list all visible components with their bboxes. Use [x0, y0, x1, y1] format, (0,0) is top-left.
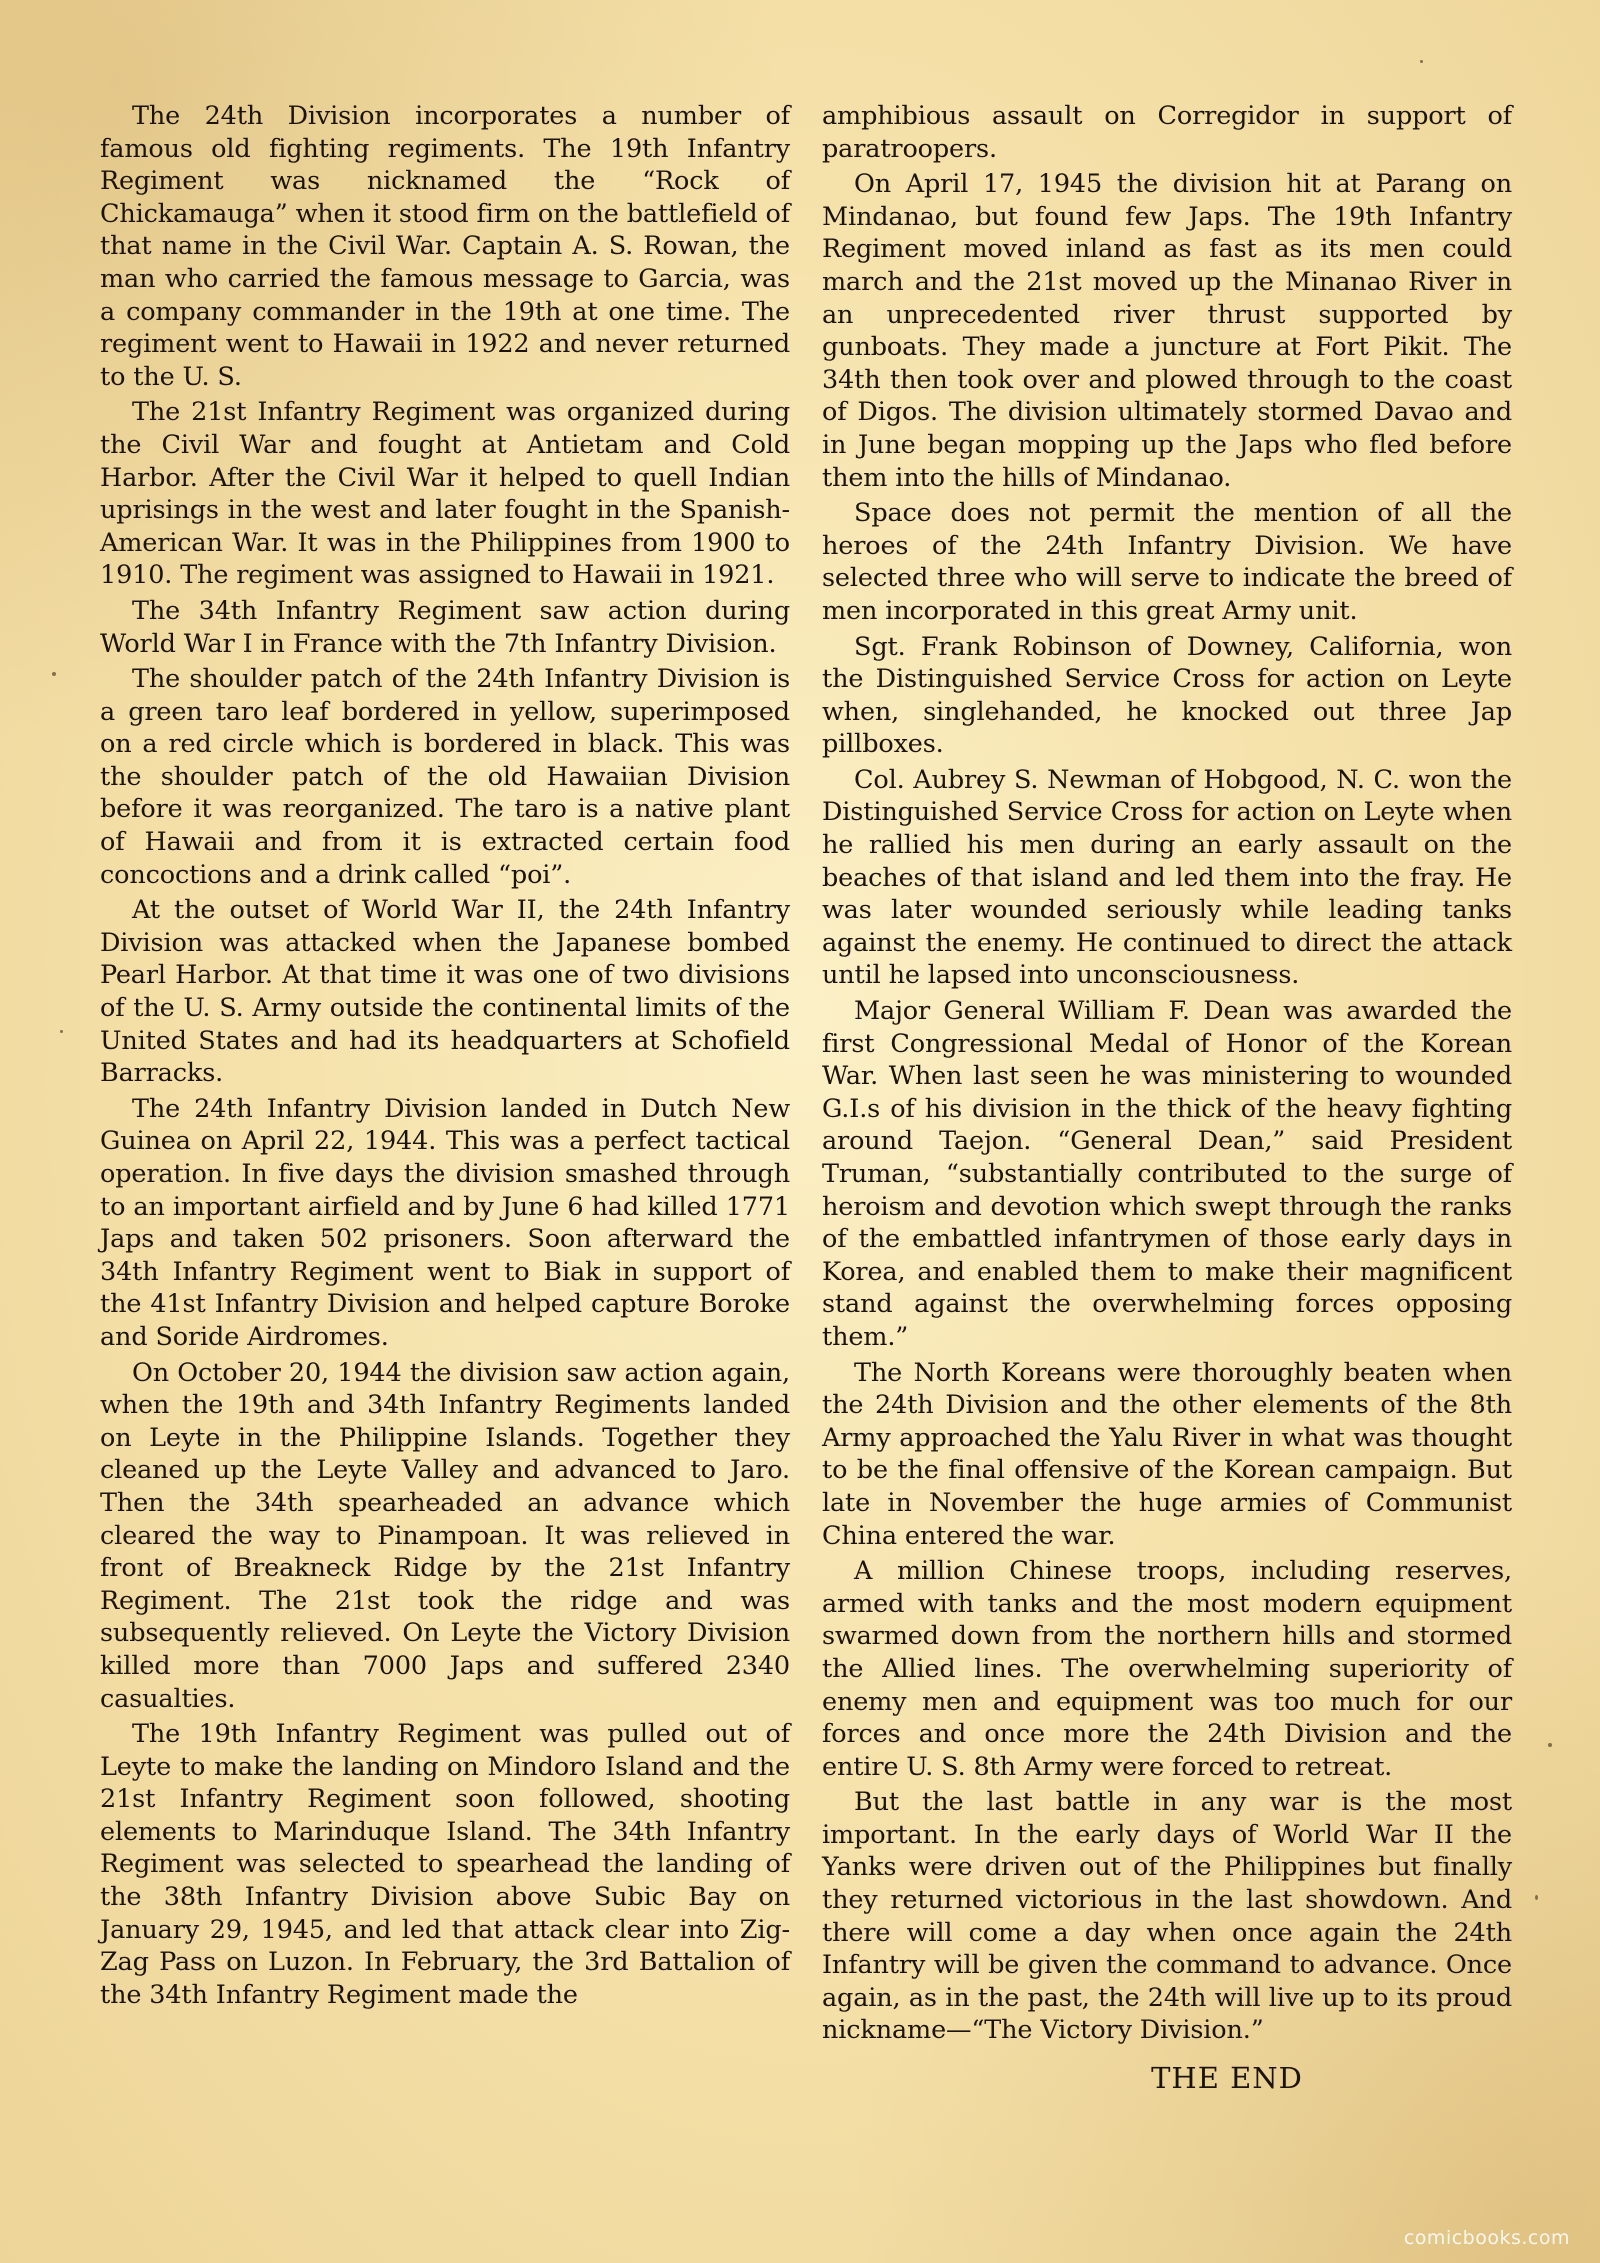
- paragraph-chinese-troops: A million Chinese troops, including reserves, armed with tanks and the most modern equipment swarmed down from the northern hills and stormed the Allied lines. The overwhelming superiority of enemy men and equipment was too much for our forces and once more the 24th Division and the entire U. S. 8th Army were forced to retreat.: [822, 1556, 1512, 1782]
- left-text-column: [100, 100, 790, 2014]
- paragraph-shoulder-patch: The shoulder patch of the 24th Infantry Division is a green taro leaf bordered in yellow, superimposed on a red circle which is bordered in black. This was the shoulder patch of the old Hawaiian Division before it was reorganized. The taro is a native plant of Hawaii and from it is extracted certain food concoctions and a drink called “poi”.: [100, 664, 790, 890]
- paragraph-north-koreans: The North Koreans were thoroughly beaten when the 24th Division and the other elements of the 8th Army approached the Yalu River in what was thought to be the final offensive of the Korean campaign. But late in November the huge armies of Communist China entered the war.: [822, 1357, 1512, 1551]
- paragraph-mindoro-luzon: The 19th Infantry Regiment was pulled out of Leyte to make the landing on Mindoro Island and the 21st Infantry Regiment soon followed, shooting elements to Marinduque Island. The 34th Infantry Regiment was selected to spearhead the landing of the 38th Infantry Division above Subic Bay on January 29, 1945, and led that attack clear into Zig-Zag Pass on Luzon. In February, the 3rd Battalion of the 34th Infantry Regiment made the: [100, 1719, 790, 2010]
- paper-speck: [60, 1030, 63, 1033]
- paper-speck: [52, 672, 56, 676]
- paragraph-new-guinea: The 24th Infantry Division landed in Dutch New Guinea on April 22, 1944. This was a perfect tactical operation. In five days the division smashed through to an important airfield and by June 6 had killed 1771 Japs and taken 502 prisoners. Soon afterward the 34th Infantry Regiment went to Biak in support of the 41st Infantry Division and helped capture Boroke and Soride Airdromes.: [100, 1093, 790, 1352]
- paragraph-dean: Major General William F. Dean was awarded the first Congressional Medal of Honor of the Korean War. When last seen he was ministering to wounded G.I.s of his division in the thick of the heavy fighting around Taejon. “General Dean,” said President Truman, “substantially contributed to the surge of heroism and devotion which swept through the ranks of the embattled infantrymen of those early days in Korea, and enabled them to make their magnificent stand against the overwhelming forces opposing them.”: [822, 996, 1512, 1352]
- paragraph-newman: Col. Aubrey S. Newman of Hobgood, N. C. won the Distinguished Service Cross for action on Leyte when he rallied his men during an early assault on the beaches of that island and led them into the fray. He was later wounded seriously while leading tanks against the enemy. He continued to direct the attack until he lapsed into unconsciousness.: [822, 764, 1512, 991]
- the-end-label: THE END: [1151, 2061, 1303, 2096]
- right-text-column: [822, 100, 1512, 2095]
- paragraph-regiments-intro: The 24th Division incorporates a number of famous old fighting regiments. The 19th Infantry Regiment was nicknamed the “Rock of Chickamauga” when it stood firm on the battlefield of that name in the Civil War. Captain A. S. Rowan, the man who carried the famous message to Garcia, was a company commander in the 19th at one time. The regiment went to Hawaii in 1922 and never returned to the U. S.: [100, 101, 790, 392]
- paper-speck: [1420, 60, 1423, 63]
- paragraph-last-battle: But the last battle in any war is the most important. In the early days of World War II the Yanks were driven out of the Philippines but finally they returned victorious in the last showdown. And there will come a day when once again the 24th Infantry will be given the command to advance. Once again, as in the past, the 24th will live up to its proud nickname—“The Victory Division.”: [822, 1787, 1512, 2046]
- paragraph-leyte: On October 20, 1944 the division saw action again, when the 19th and 34th Infantry Regiments landed on Leyte in the Philippine Islands. Together they cleaned up the Leyte Valley and advanced to Jaro. Then the 34th spearheaded an advance which cleared the way to Pinampoan. It was relieved in front of Breakneck Ridge by the 21st Infantry Regiment. The 21st took the ridge and was subsequently relieved. On Leyte the Victory Division killed more than 7000 Japs and suffered 2340 casualties.: [100, 1357, 790, 1714]
- paragraph-heroes-intro: Space does not permit the mention of all the heroes of the 24th Infantry Division. We have selected three who will serve to indicate the breed of men incorporated in this great Army unit.: [822, 498, 1512, 626]
- paper-speck: [1548, 1743, 1552, 1747]
- paragraph-pearl-harbor: At the outset of World War II, the 24th Infantry Division was attacked when the Japanese bombed Pearl Harbor. At that time it was one of two divisions of the U. S. Army outside the continental limits of the United States and had its headquarters at Schofield Barracks.: [100, 895, 790, 1089]
- paragraph-34th-regiment: The 34th Infantry Regiment saw action during World War I in France with the 7th Infantry Division.: [100, 595, 790, 659]
- site-watermark: comicbooks.com: [1403, 2227, 1570, 2249]
- paragraph-robinson: Sgt. Frank Robinson of Downey, California, won the Distinguished Service Cross for action on Leyte when, singlehanded, he knocked out three Jap pillboxes.: [822, 631, 1512, 760]
- paragraph-corregidor-continuation: amphibious assault on Corregidor in support of paratroopers.: [822, 101, 1512, 164]
- paragraph-21st-regiment: The 21st Infantry Regiment was organized during the Civil War and fought at Antietam and Cold Harbor. After the Civil War it helped to quell Indian uprisings in the west and later fought in the Spanish-American War. It was in the Philippines from 1900 to 1910. The regiment was assigned to Hawaii in 1921.: [100, 397, 790, 591]
- paper-speck: [1535, 1895, 1538, 1900]
- paragraph-mindanao: On April 17, 1945 the division hit at Parang on Mindanao, but found few Japs. The 19th Infantry Regiment moved inland as fast as its men could march and the 21st moved up the Minanao River in an unprecedented river thrust supported by gunboats. They made a juncture at Fort Pikit. The 34th then took over and plowed through to the coast of Digos. The division ultimately stormed Davao and in June began mopping up the Japs who fled before them into the hills of Mindanao.: [822, 169, 1512, 493]
